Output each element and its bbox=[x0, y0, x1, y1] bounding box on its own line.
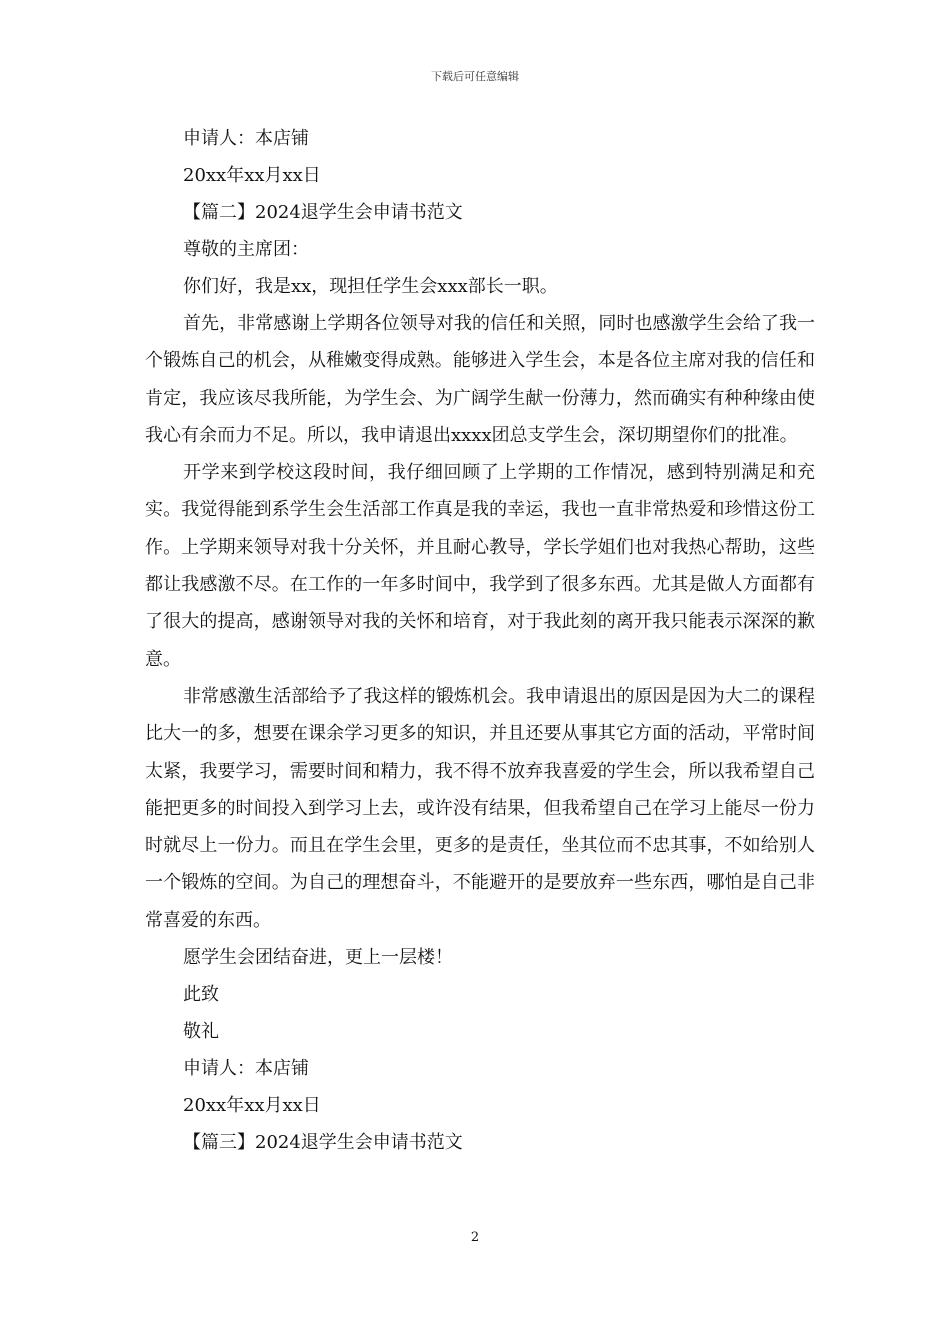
document-body bbox=[145, 120, 815, 1161]
closing-cizhi: 此致 bbox=[183, 984, 219, 1006]
closing-jingli: 敬礼 bbox=[183, 1021, 219, 1043]
section-heading-2: 【篇二】2024退学生会申请书范文 bbox=[183, 202, 463, 223]
section-heading-3: 【篇三】2024退学生会申请书范文 bbox=[183, 1132, 463, 1154]
body-paragraph-2: 开学来到学校这段时间，我仔细回顾了上学期的工作情况，感到特别满足和充实。我觉得能到系学生会生活部工作真是我的幸运，我也一直非常热爱和珍惜这份工作。上学期来领导对我十分关怀，并且耐心教导，学长学姐们也对我热心帮助，这些都让我感激不尽。在工作的一年多时间中，我学到了很多东西。尤其是做人方面都有了很大的提高，感谢领导对我的关怀和培育，对于我此刻的离开我只能表示深深的歉意。 bbox=[145, 462, 815, 670]
greeting-line: 你们好，我是xx，现担任学生会xxx部长一职。 bbox=[183, 276, 558, 297]
date-line: 20xx年xx月xx日 bbox=[183, 165, 321, 186]
body-paragraph-1: 首先，非常感谢上学期各位领导对我的信任和关照，同时也感激学生会给了我一个锻炼自己的机会，从稚嫩变得成熟。能够进入学生会，本是各位主席对我的信任和肯定，我应该尽我所能，为学生会、为广阔学生献一份薄力，然而确实有种种缘由使我心有余而力不足。所以，我申请退出xxxx团总支学生会，深切期望你们的批准。 bbox=[145, 313, 815, 446]
date-line-2: 20xx年xx月xx日 bbox=[183, 1095, 321, 1117]
closing-wish: 愿学生会团结奋进，更上一层楼！ bbox=[183, 947, 453, 969]
page-number: 2 bbox=[470, 1230, 480, 1245]
body-paragraph-3: 非常感激生活部给予了我这样的锻炼机会。我申请退出的原因是因为大二的课程比大一的多，想要在课余学习更多的知识，并且还要从事其它方面的活动，平常时间太紧，我要学习，需要时间和精力，我不得不放弃我喜爱的学生会，所以我希望自己能把更多的时间投入到学习上去，或许没有结果，但我希望自己在学习上能尽一份力时就尽上一份力。而且在学生会里，更多的是责任，坐其位而不忠其事，不如给别人一个锻炼的空间。为自己的理想奋斗，不能避开的是要放弃一些东西，哪怕是自己非常喜爱的东西。 bbox=[145, 685, 815, 931]
applicant-line: 申请人：本店铺 bbox=[183, 128, 309, 149]
salutation: 尊敬的主席团： bbox=[183, 239, 309, 260]
header-note: 下载后可任意编辑 bbox=[431, 70, 519, 83]
applicant-line-2: 申请人：本店铺 bbox=[183, 1058, 309, 1080]
